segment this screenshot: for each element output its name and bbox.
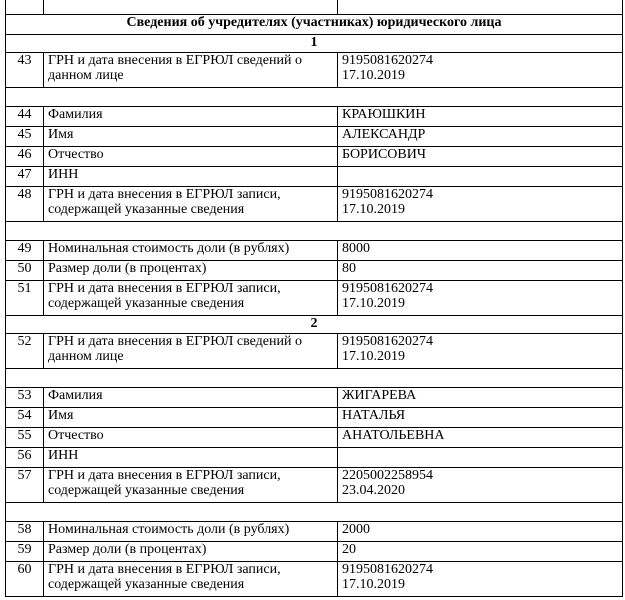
row-number: 53	[6, 388, 44, 408]
table-row	[6, 522, 623, 542]
row-value: БОРИСОВИЧ	[338, 147, 623, 167]
row-number: 50	[6, 261, 44, 281]
row-value: КРАЮШКИН	[338, 107, 623, 127]
row-value: 80	[338, 261, 623, 281]
founder-index: 1	[6, 35, 623, 53]
row-value: ЖИГАРЕВА	[338, 388, 623, 408]
table-row	[6, 187, 623, 222]
row-number: 51	[6, 281, 44, 316]
table-row	[6, 107, 623, 127]
row-number: 55	[6, 428, 44, 448]
row-value: АНАТОЛЬЕВНА	[338, 428, 623, 448]
spacer-row	[6, 503, 623, 522]
row-value: 20	[338, 542, 623, 562]
row-value: 9195081620274 17.10.2019	[338, 334, 623, 369]
row-value	[338, 167, 623, 187]
table-row	[6, 388, 623, 408]
row-number: 59	[6, 542, 44, 562]
row-label: Размер доли (в процентах)	[44, 542, 338, 562]
row-value: 9195081620274 17.10.2019	[338, 281, 623, 316]
row-number: 54	[6, 408, 44, 428]
row-label: Отчество	[44, 428, 338, 448]
row-number: 52	[6, 334, 44, 369]
row-value: 9195081620274 17.10.2019	[338, 562, 623, 597]
row-label: ИНН	[44, 448, 338, 468]
spacer-row	[6, 369, 623, 388]
row-value: 9195081620274 17.10.2019	[338, 53, 623, 88]
table-row	[6, 147, 623, 167]
top-fragment-row	[6, 0, 623, 15]
table-row	[6, 468, 623, 503]
row-number: 46	[6, 147, 44, 167]
table-row	[6, 408, 623, 428]
row-value: 9195081620274 17.10.2019	[338, 187, 623, 222]
founder-index-row	[6, 316, 623, 334]
row-number: 57	[6, 468, 44, 503]
row-value	[338, 448, 623, 468]
row-value: 2000	[338, 522, 623, 542]
table-row	[6, 127, 623, 147]
row-label: Номинальная стоимость доли (в рублях)	[44, 522, 338, 542]
top-fragment-value	[342, 0, 618, 1]
table-row	[6, 261, 623, 281]
table-row	[6, 448, 623, 468]
row-label: Имя	[44, 127, 338, 147]
egrul-extract-table	[5, 0, 623, 597]
row-label: ГРН и дата внесения в ЕГРЮЛ сведений о данном лице	[44, 53, 338, 88]
section-title: Сведения об учредителях (участниках) юридического лица	[6, 15, 623, 35]
row-label: Имя	[44, 408, 338, 428]
row-label: Отчество	[44, 147, 338, 167]
section-header-row	[6, 15, 623, 35]
row-label: ГРН и дата внесения в ЕГРЮЛ записи, содержащей указанные сведения	[44, 468, 338, 503]
row-value: НАТАЛЬЯ	[338, 408, 623, 428]
row-label: ИНН	[44, 167, 338, 187]
table-row	[6, 53, 623, 88]
row-label: ГРН и дата внесения в ЕГРЮЛ записи, содержащей указанные сведения	[44, 187, 338, 222]
row-value: 2205002258954 23.04.2020	[338, 468, 623, 503]
row-number: 45	[6, 127, 44, 147]
row-label: Фамилия	[44, 388, 338, 408]
row-label: Размер доли (в процентах)	[44, 261, 338, 281]
row-label: Номинальная стоимость доли (в рублях)	[44, 241, 338, 261]
row-number: 60	[6, 562, 44, 597]
table-row	[6, 542, 623, 562]
row-number: 44	[6, 107, 44, 127]
row-value: АЛЕКСАНДР	[338, 127, 623, 147]
row-number: 58	[6, 522, 44, 542]
row-label: ГРН и дата внесения в ЕГРЮЛ записи, содержащей указанные сведения	[44, 281, 338, 316]
spacer-row	[6, 222, 623, 241]
row-value: 8000	[338, 241, 623, 261]
table-row	[6, 428, 623, 448]
row-label: ГРН и дата внесения в ЕГРЮЛ сведений о данном лице	[44, 334, 338, 369]
table-row	[6, 281, 623, 316]
top-fragment-label	[48, 0, 333, 1]
table-row	[6, 334, 623, 369]
row-number: 48	[6, 187, 44, 222]
table-row	[6, 562, 623, 597]
table-row	[6, 167, 623, 187]
founder-index: 2	[6, 316, 623, 334]
row-label: Фамилия	[44, 107, 338, 127]
founder-index-row	[6, 35, 623, 53]
row-number: 49	[6, 241, 44, 261]
table-row	[6, 241, 623, 261]
row-number: 56	[6, 448, 44, 468]
spacer-row	[6, 88, 623, 107]
row-label: ГРН и дата внесения в ЕГРЮЛ записи, содержащей указанные сведения	[44, 562, 338, 597]
row-number: 47	[6, 167, 44, 187]
row-number: 43	[6, 53, 44, 88]
